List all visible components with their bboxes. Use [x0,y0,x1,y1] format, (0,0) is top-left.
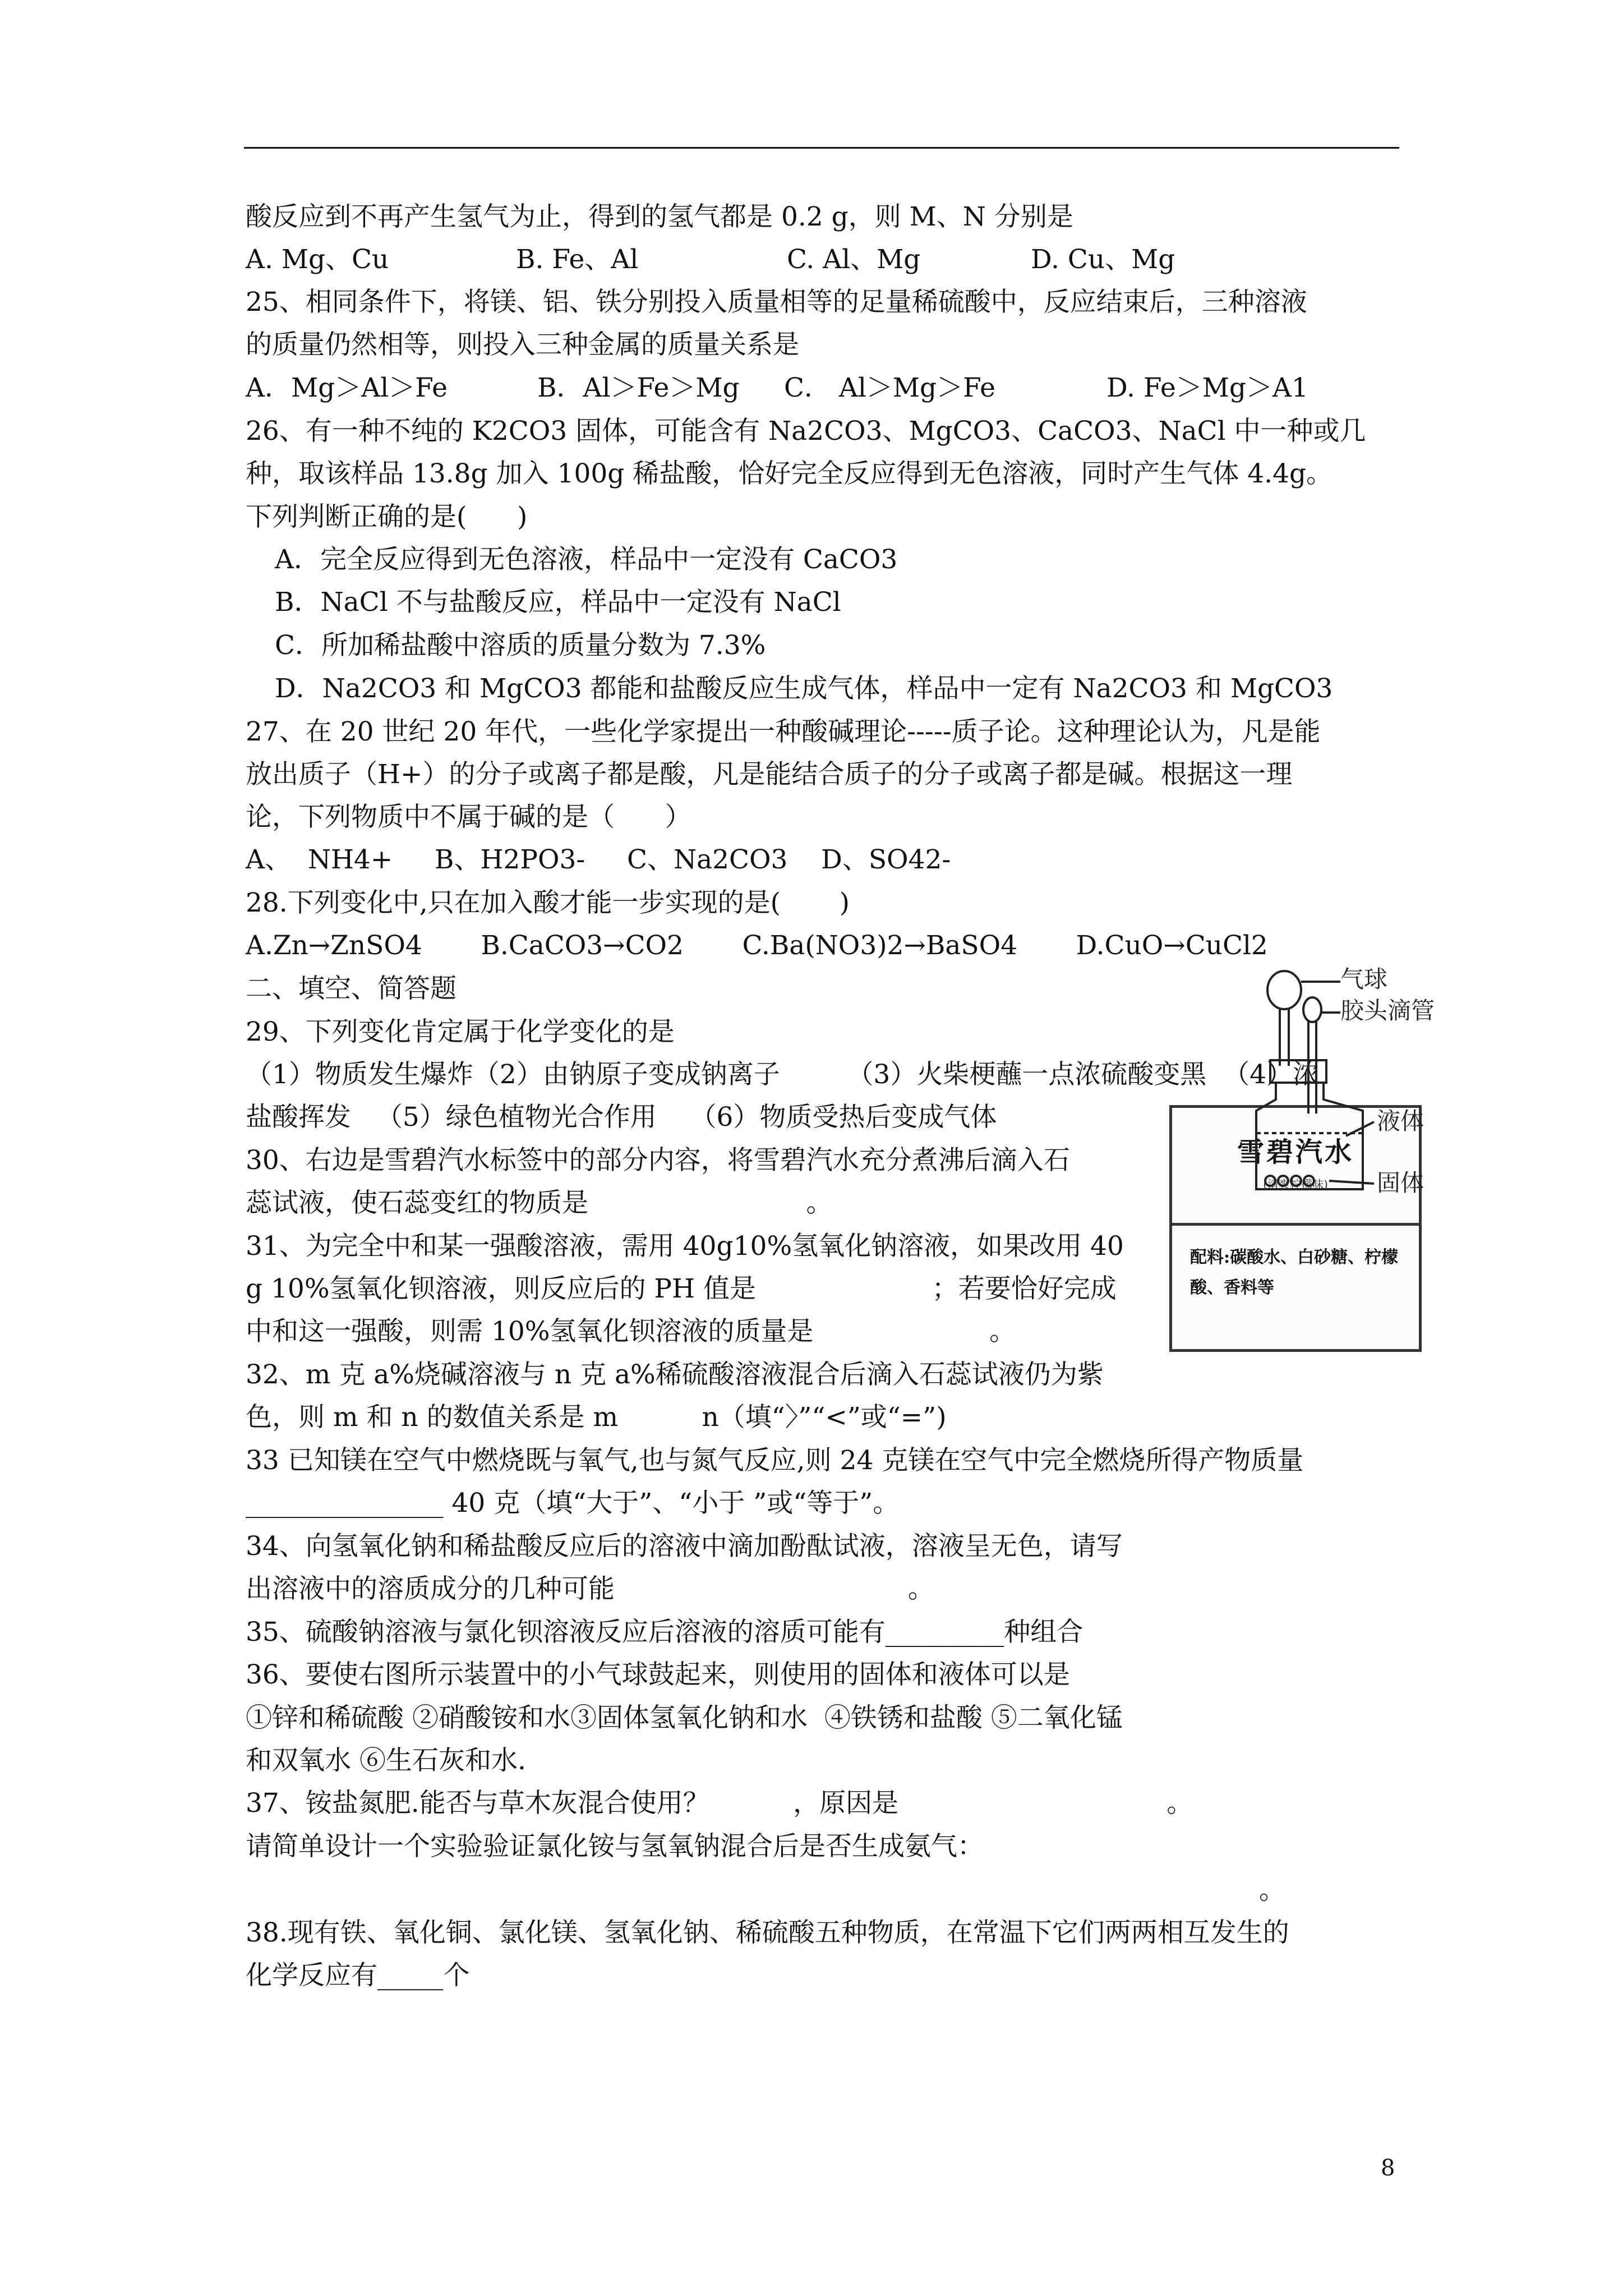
apparatus-figure [1245,965,1469,1206]
text-line: 酸反应到不再产生氢气为止，得到的氢气都是 0.2 g，则 M、N 分别是 [246,201,1073,232]
text-line: A、 NH4+ B、H2PO3- C、Na2CO3 D、SO42- [246,844,951,875]
option-b: B. Fe、Al [516,244,639,275]
text-line: 色，则 m 和 n 的数值关系是 m n（填“〉”“<”或“=”) [246,1402,947,1433]
text-line: 25、相同条件下，将镁、铝、铁分别投入质量相等的足量稀硫酸中，反应结束后，三种溶液 [246,287,1307,318]
page-number: 8 [1381,2155,1395,2181]
text-line: 35、硫酸钠溶液与氯化钡溶液反应后溶液的溶质可能有_________种组合 [246,1617,1083,1648]
text-line: 种，取该样品 13.8g 加入 100g 稀盐酸，恰好完全反应得到无色溶液，同时产生气体 4.4g。 [246,458,1333,489]
label-ingredients: 配料:碳酸水、白砂糖、柠檬酸、香料等 [1190,1248,1399,1297]
text-line: （1）物质发生爆炸（2）由钠原子变成钠离子 （3）火柴梗蘸一点浓硫酸变黑 （4）浓 [246,1059,1320,1090]
text-line: A.Zn→ZnSO4 B.CaCO3→CO2 C.Ba(NO3)2→BaSO4 D.CuO→CuCl2 [246,930,1268,961]
text-line: 33 已知镁在空气中燃烧既与氧气,也与氮气反应,则 24 克镁在空气中完全燃烧所得产物质量 [246,1445,1304,1476]
text-line: 请简单设计一个实验验证氯化铵与氢氧钠混合后是否生成氨气： [246,1831,984,1862]
option-d: D．Na2CO3 和 MgCO3 都能和盐酸反应生成气体，样品中一定有 Na2CO3 和 MgCO3 [275,673,1333,704]
option-c: C． Al＞Mg＞Fe [784,372,995,403]
option-c: C．所加稀盐酸中溶质的质量分数为 7.3% [275,630,766,661]
dropper-label: 胶头滴管 [1340,997,1435,1024]
text-line: 27、在 20 世纪 20 年代，一些化学家提出一种酸碱理论-----质子论。这种理论认为，凡是能 [246,716,1321,747]
text-line: 37、铵盐氮肥.能否与草木灰混合使用？ ，原因是 。 [246,1788,1193,1819]
text-line: 34、向氢氧化钠和稀盐酸反应后的溶液中滴加酚酞试液，溶液呈无色，请写 [246,1531,1123,1562]
text-line: 28.下列变化中,只在加入酸才能一步实现的是( ) [246,887,850,918]
text-line: ①锌和稀硫酸 ②硝酸铵和水③固体氢氧化钠和水 ④铁锈和盐酸 ⑤二氧化锰 [246,1703,1123,1733]
text-line: 盐酸挥发 （5）绿色植物光合作用 （6）物质受热后变成气体 [246,1102,997,1133]
balloon-label: 气球 [1340,965,1388,993]
text-line: 放出质子（H+）的分子或离子都是酸，凡是能结合质子的分子或离子都是碱。根据这一理 [246,759,1293,790]
text-line: 论，下列物质中不属于碱的是（ ） [246,802,691,832]
text-line: 的质量仍然相等，则投入三种金属的质量关系是 [246,329,799,360]
text-line: 下列判断正确的是( ) [246,501,528,532]
option-a: A. Mg、Cu [246,244,389,275]
header-rule [244,147,1399,149]
text-line: 29、下列变化肯定属于化学变化的是 [246,1016,675,1047]
text-line: 。 [1259,1875,1285,1906]
text-line: 36、要使右图所示装置中的小气球鼓起来，则使用的固体和液体可以是 [246,1659,1070,1690]
text-line: 化学反应有_____个 [246,1960,470,1991]
text-line: 32、m 克 a%烧碱溶液与 n 克 a%稀硫酸溶液混合后滴入石蕊试液仍为紫 [246,1359,1104,1390]
solid-label: 固体 [1377,1169,1424,1197]
label-subtitle: (清爽柠檬味) [1263,1177,1328,1191]
text-line: g 10%氢氧化钡溶液，则反应后的 PH 值是 ；若要恰好完成 [246,1273,1117,1304]
option-a: A．Mg＞Al＞Fe [246,372,448,403]
text-line: 中和这一强酸，则需 10%氢氧化钡溶液的质量是 。 [246,1316,1016,1347]
option-b: B．Al＞Fe＞Mg [537,372,740,403]
option-c: C. Al、Mg [787,244,921,275]
dropper-bulb [1303,997,1321,1022]
balloon-shape [1267,971,1301,1009]
text-line: _______________ 40 克（填“大于”、“小于 ”或“等于”。 [246,1488,900,1519]
option-d: D. Fe＞Mg＞A1 [1106,372,1308,403]
option-a: A．完全反应得到无色溶液，样品中一定没有 CaCO3 [275,544,898,575]
liquid-label: 液体 [1377,1107,1424,1135]
option-d: D. Cu、Mg [1031,244,1175,275]
text-line: 30、右边是雪碧汽水标签中的部分内容，将雪碧汽水充分煮沸后滴入石 [246,1145,1070,1176]
text-line: 38.现有铁、氧化铜、氯化镁、氢氧化钠、稀硫酸五种物质，在常温下它们两两相互发生的 [246,1917,1289,1948]
option-b: B．NaCl 不与盐酸反应，样品中一定没有 NaCl [275,587,841,618]
text-line: 31、为完全中和某一强酸溶液，需用 40g10%氢氧化钠溶液，如果改用 40 [246,1231,1124,1262]
section-heading: 二、填空、简答题 [246,973,457,1004]
text-line: 蕊试液，使石蕊变红的物质是 。 [246,1188,833,1218]
text-line: 出溶液中的溶质成分的几种可能 。 [246,1573,934,1604]
text-line: 26、有一种不纯的 K2CO3 固体，可能含有 Na2CO3、MgCO3、CaCO3、NaCl 中一种或几 [246,416,1366,447]
text-line: 和双氧水 ⑥生石灰和水. [246,1745,526,1776]
solid-particle [1265,1176,1275,1186]
label-title: 雪碧汽水 [1237,1137,1354,1168]
